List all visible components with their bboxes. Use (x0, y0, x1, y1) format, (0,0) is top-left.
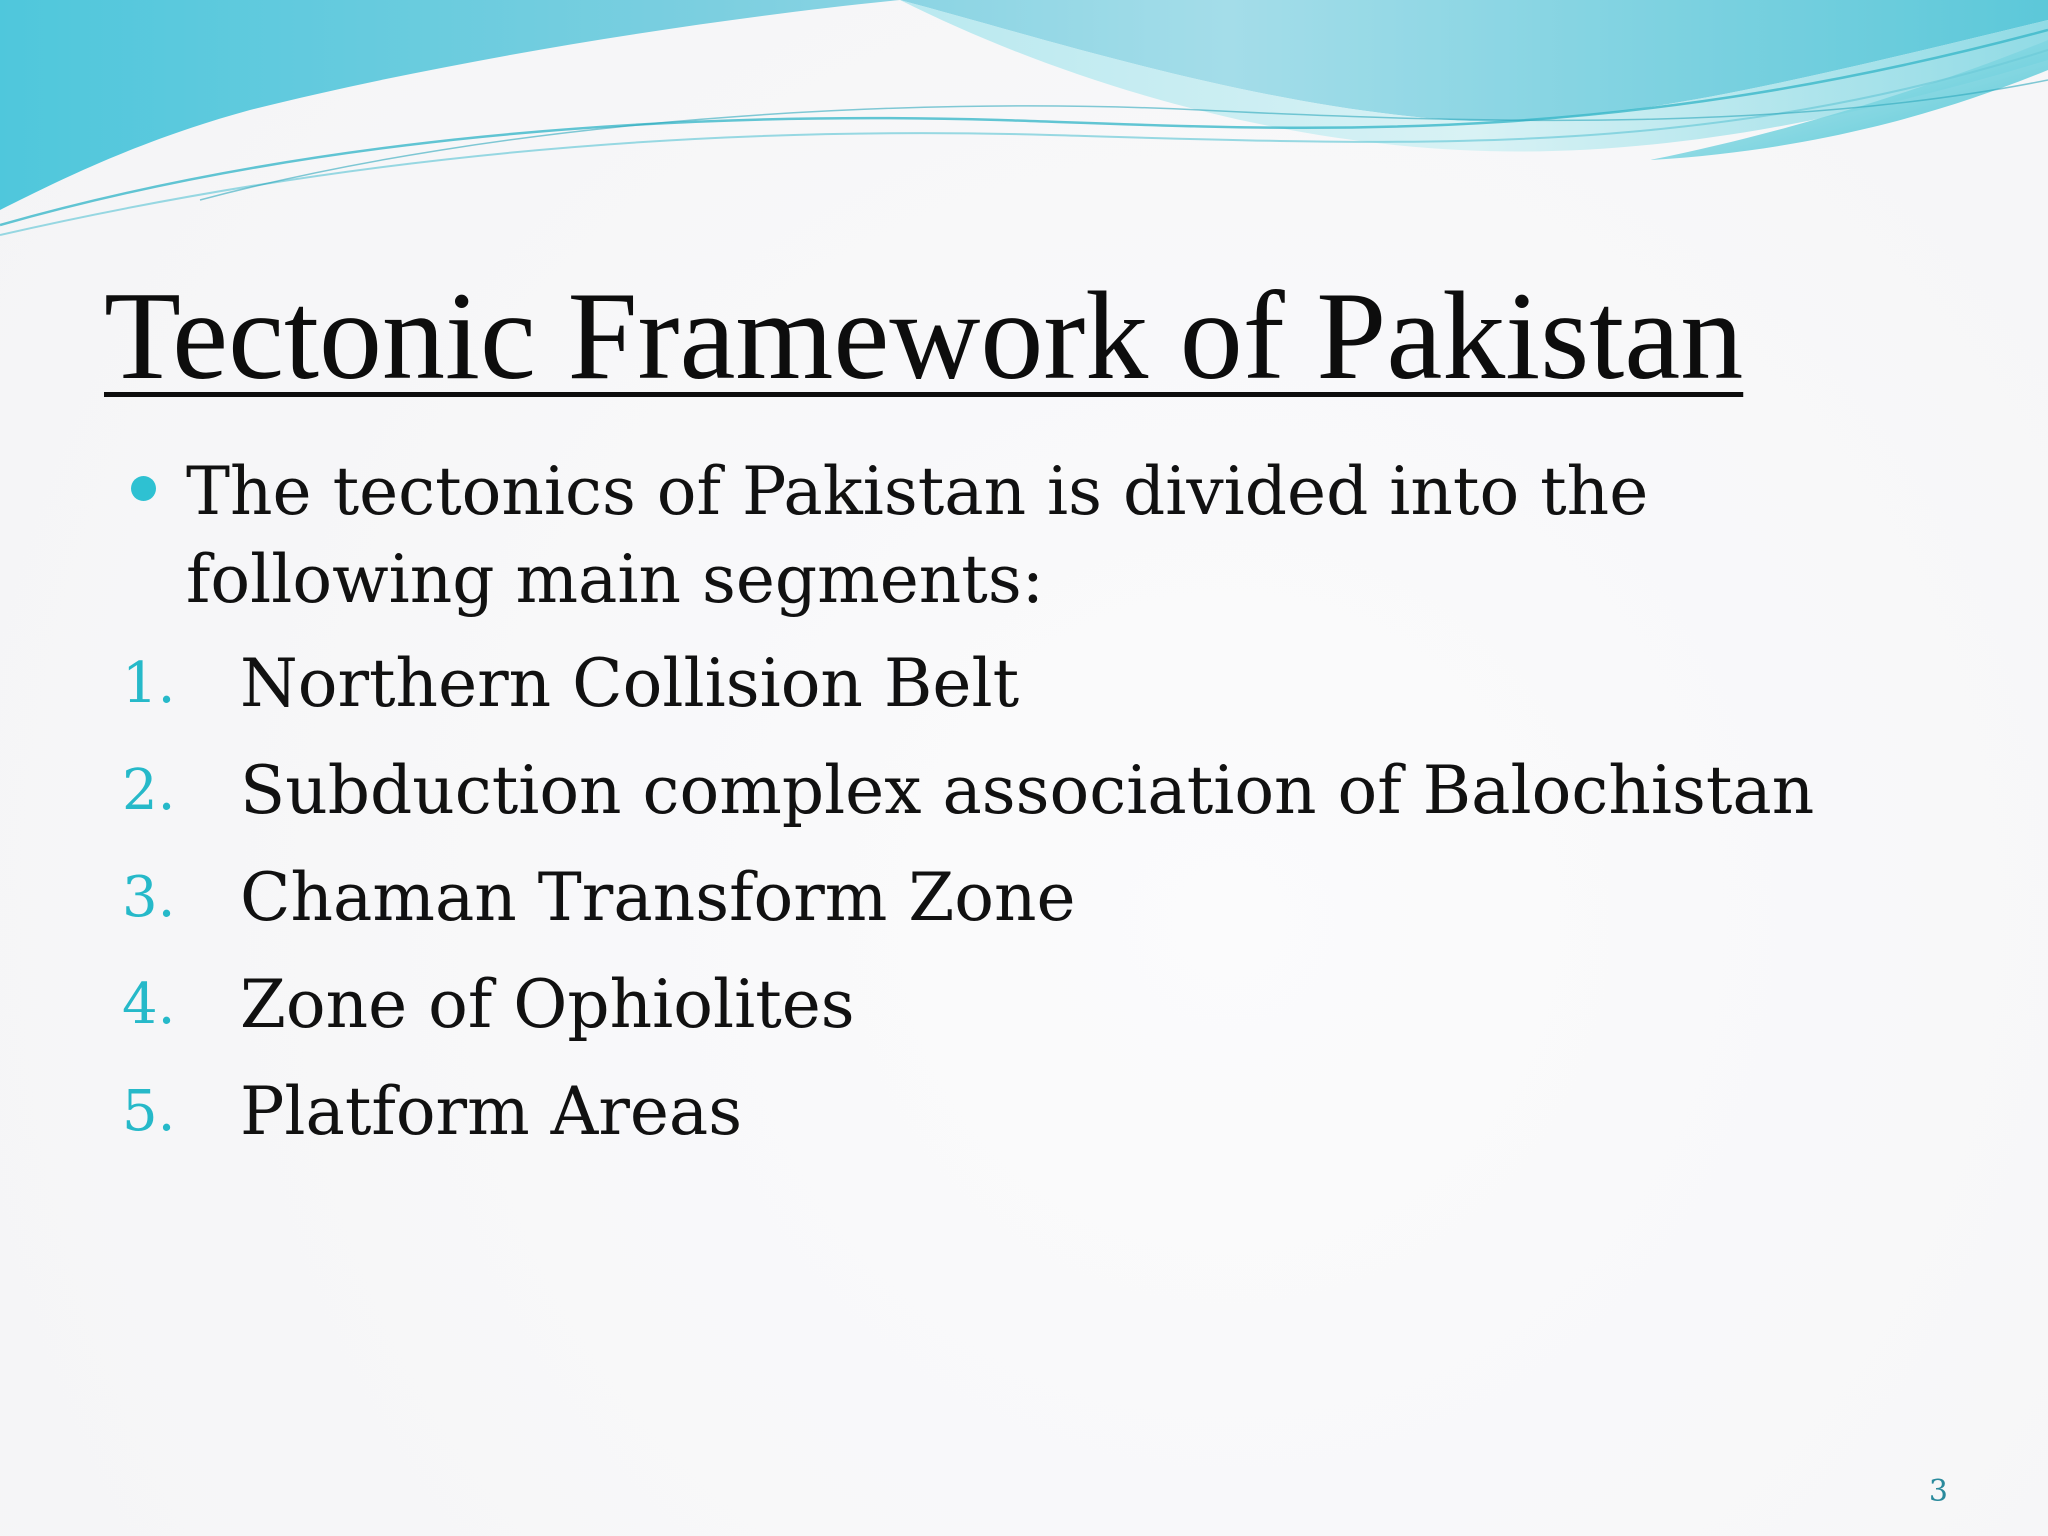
list-number: 1. (122, 651, 176, 716)
list-item (0, 854, 2048, 961)
segments-list (0, 640, 2048, 1175)
list-item-text: Zone of Ophiolites (240, 966, 855, 1043)
list-item (0, 640, 2048, 747)
list-number: 4. (122, 972, 176, 1037)
list-number: 2. (122, 758, 176, 823)
page-number: 3 (1928, 1474, 1948, 1509)
list-item (0, 1068, 2048, 1175)
list-item (0, 961, 2048, 1068)
list-item-text: Platform Areas (240, 1073, 743, 1150)
list-item-text: Chaman Transform Zone (240, 859, 1076, 936)
intro-text: The tectonics of Pakistan is divided into the following main segments: (186, 453, 1649, 618)
list-item-text: Subduction complex association of Balochistan (240, 752, 1815, 829)
wave-decoration (0, 0, 2048, 260)
slide-title: Tectonic Framework of Pakistan (104, 267, 1744, 406)
list-item (0, 747, 2048, 854)
list-item-text: Northern Collision Belt (240, 645, 1020, 722)
list-number: 5. (122, 1079, 176, 1144)
bullet-dot-icon (131, 476, 156, 501)
list-number: 3. (122, 865, 176, 930)
